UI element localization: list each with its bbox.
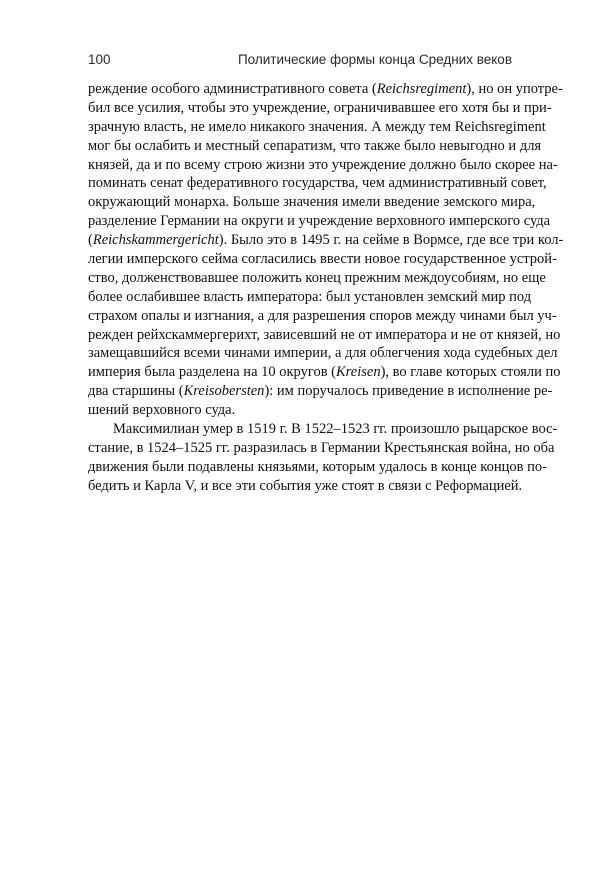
paragraph-1 <box>88 80 564 420</box>
text-line: более ослабившее власть императора: был установлен земский мир под <box>88 288 532 305</box>
paragraph-2 <box>88 420 558 496</box>
text-line: режден рейхскаммергерихт, зависевший не от императора и не от князей, но <box>88 326 561 343</box>
page-number: 100 <box>88 52 111 67</box>
text-line: бил все усилия, чтобы это учреждение, ограничивавшее его хотя бы и при- <box>88 99 552 116</box>
text-line: замещавшийся всеми чинами империи, а для облегчения хода судебных дел <box>88 345 558 362</box>
running-head: Политические формы конца Средних веков <box>237 52 512 67</box>
text-line: империя была разделена на 10 округов (Kreisen), во главе которых стояли по <box>88 364 561 381</box>
text-line: ство, долженствовавшее положить конец прежним междоусобиям, но еще <box>88 269 546 286</box>
text-line: зрачную власть, не имело никакого значения. А между тем Reichsregiment <box>88 118 546 135</box>
text-line: Максимилиан умер в 1519 г. В 1522–1523 гг. произошло рыцарское вос- <box>113 421 558 438</box>
body-text <box>88 80 564 496</box>
text-line: два старшины (Kreisobersten): им поручалось приведение в исполнение ре- <box>88 383 553 400</box>
text-line: разделение Германии на округи и учреждение верховного имперского суда <box>88 213 551 230</box>
text-line: князей, да и по всему строю жизни это учреждение должно было скорее на- <box>88 156 558 173</box>
text-line: стание, в 1524–1525 гг. разразилась в Германии Крестьянская война, но оба <box>88 439 555 456</box>
page-header <box>88 48 512 70</box>
text-line: легии имперского сейма согласились ввести новое государственное устрой- <box>88 251 557 268</box>
text-line: (Reichskammergericht). Было это в 1495 г. на сейме в Вормсе, где все три кол- <box>88 232 564 249</box>
text-line: мог бы ослабить и местный сепаратизм, что также было невыгодно и для <box>88 137 542 154</box>
text-line: поминать сенат федеративного государства, чем административный совет, <box>88 175 547 192</box>
text-line: страхом опалы и изгнания, а для разрешения споров между чинами был уч- <box>88 307 557 324</box>
text-line: движения были подавлены князьями, которым удалось в конце концов по- <box>88 458 547 475</box>
text-line: реждение особого административного совета (Reichsregiment), но он употре- <box>88 81 563 97</box>
text-line: бедить и Карла V, и все эти события уже стоят в связи с Реформацией. <box>88 477 523 494</box>
text-line: шений верховного суда. <box>88 402 236 419</box>
text-line: окружающий монарха. Больше значения имели введение земского мира, <box>88 194 536 211</box>
